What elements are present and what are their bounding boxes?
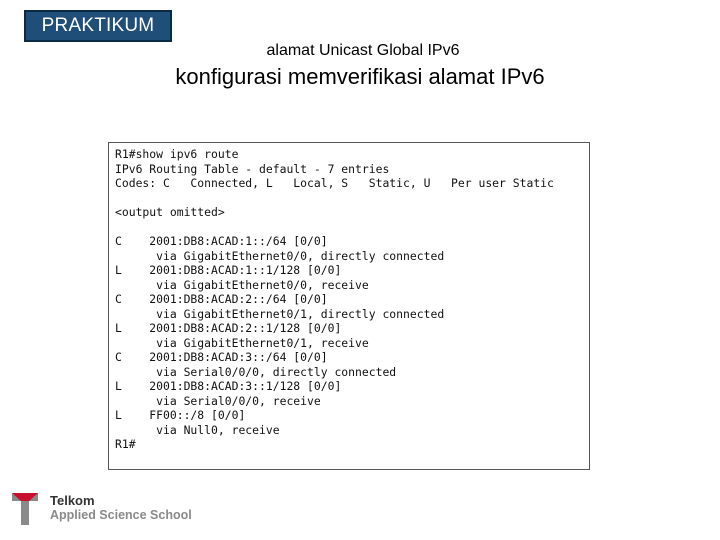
terminal-line: IPv6 Routing Table - default - 7 entries: [115, 161, 390, 176]
slide-title: konfigurasi memverifikasi alamat IPv6: [175, 64, 545, 89]
terminal-line: via GigabitEthernet0/0, directly connected: [115, 248, 445, 263]
terminal-line: C 2001:DB8:ACAD:3::/64 [0/0]: [115, 350, 328, 364]
terminal-line: via GigabitEthernet0/1, directly connected: [115, 306, 445, 321]
logo-school: Applied Science School: [50, 508, 192, 522]
terminal-line: C 2001:DB8:ACAD:2::/64 [0/0]: [115, 292, 328, 306]
terminal-line: L 2001:DB8:ACAD:1::1/128 [0/0]: [115, 263, 342, 277]
terminal-line: via Null0, receive: [115, 422, 280, 437]
terminal-line: R1#show ipv6 route: [115, 147, 239, 161]
praktikum-badge: PRAKTIKUM: [24, 10, 172, 42]
telkom-logo-icon: [10, 490, 40, 528]
terminal-line: L 2001:DB8:ACAD:3::1/128 [0/0]: [115, 379, 342, 393]
terminal-line: [115, 191, 589, 206]
telkom-logo: [10, 490, 210, 528]
logo-name: Telkom: [50, 493, 95, 508]
terminal-line: via GigabitEthernet0/1, receive: [115, 335, 369, 350]
terminal-output: [108, 142, 590, 470]
terminal-line: [115, 220, 589, 235]
terminal-line: Codes: C Connected, L Local, S Static, U Per user Static: [115, 176, 554, 190]
terminal-line: <output omitted>: [115, 205, 225, 219]
terminal-line: L FF00::/8 [0/0]: [115, 408, 246, 422]
terminal-line: via Serial0/0/0, directly connected: [115, 364, 397, 379]
terminal-line: via GigabitEthernet0/0, receive: [115, 277, 369, 292]
terminal-line: C 2001:DB8:ACAD:1::/64 [0/0]: [115, 234, 328, 248]
terminal-line: R1#: [115, 437, 136, 451]
terminal-line: L 2001:DB8:ACAD:2::1/128 [0/0]: [115, 321, 342, 335]
terminal-line: via Serial0/0/0, receive: [115, 393, 321, 408]
slide-subtitle: alamat Unicast Global IPv6: [266, 42, 460, 59]
